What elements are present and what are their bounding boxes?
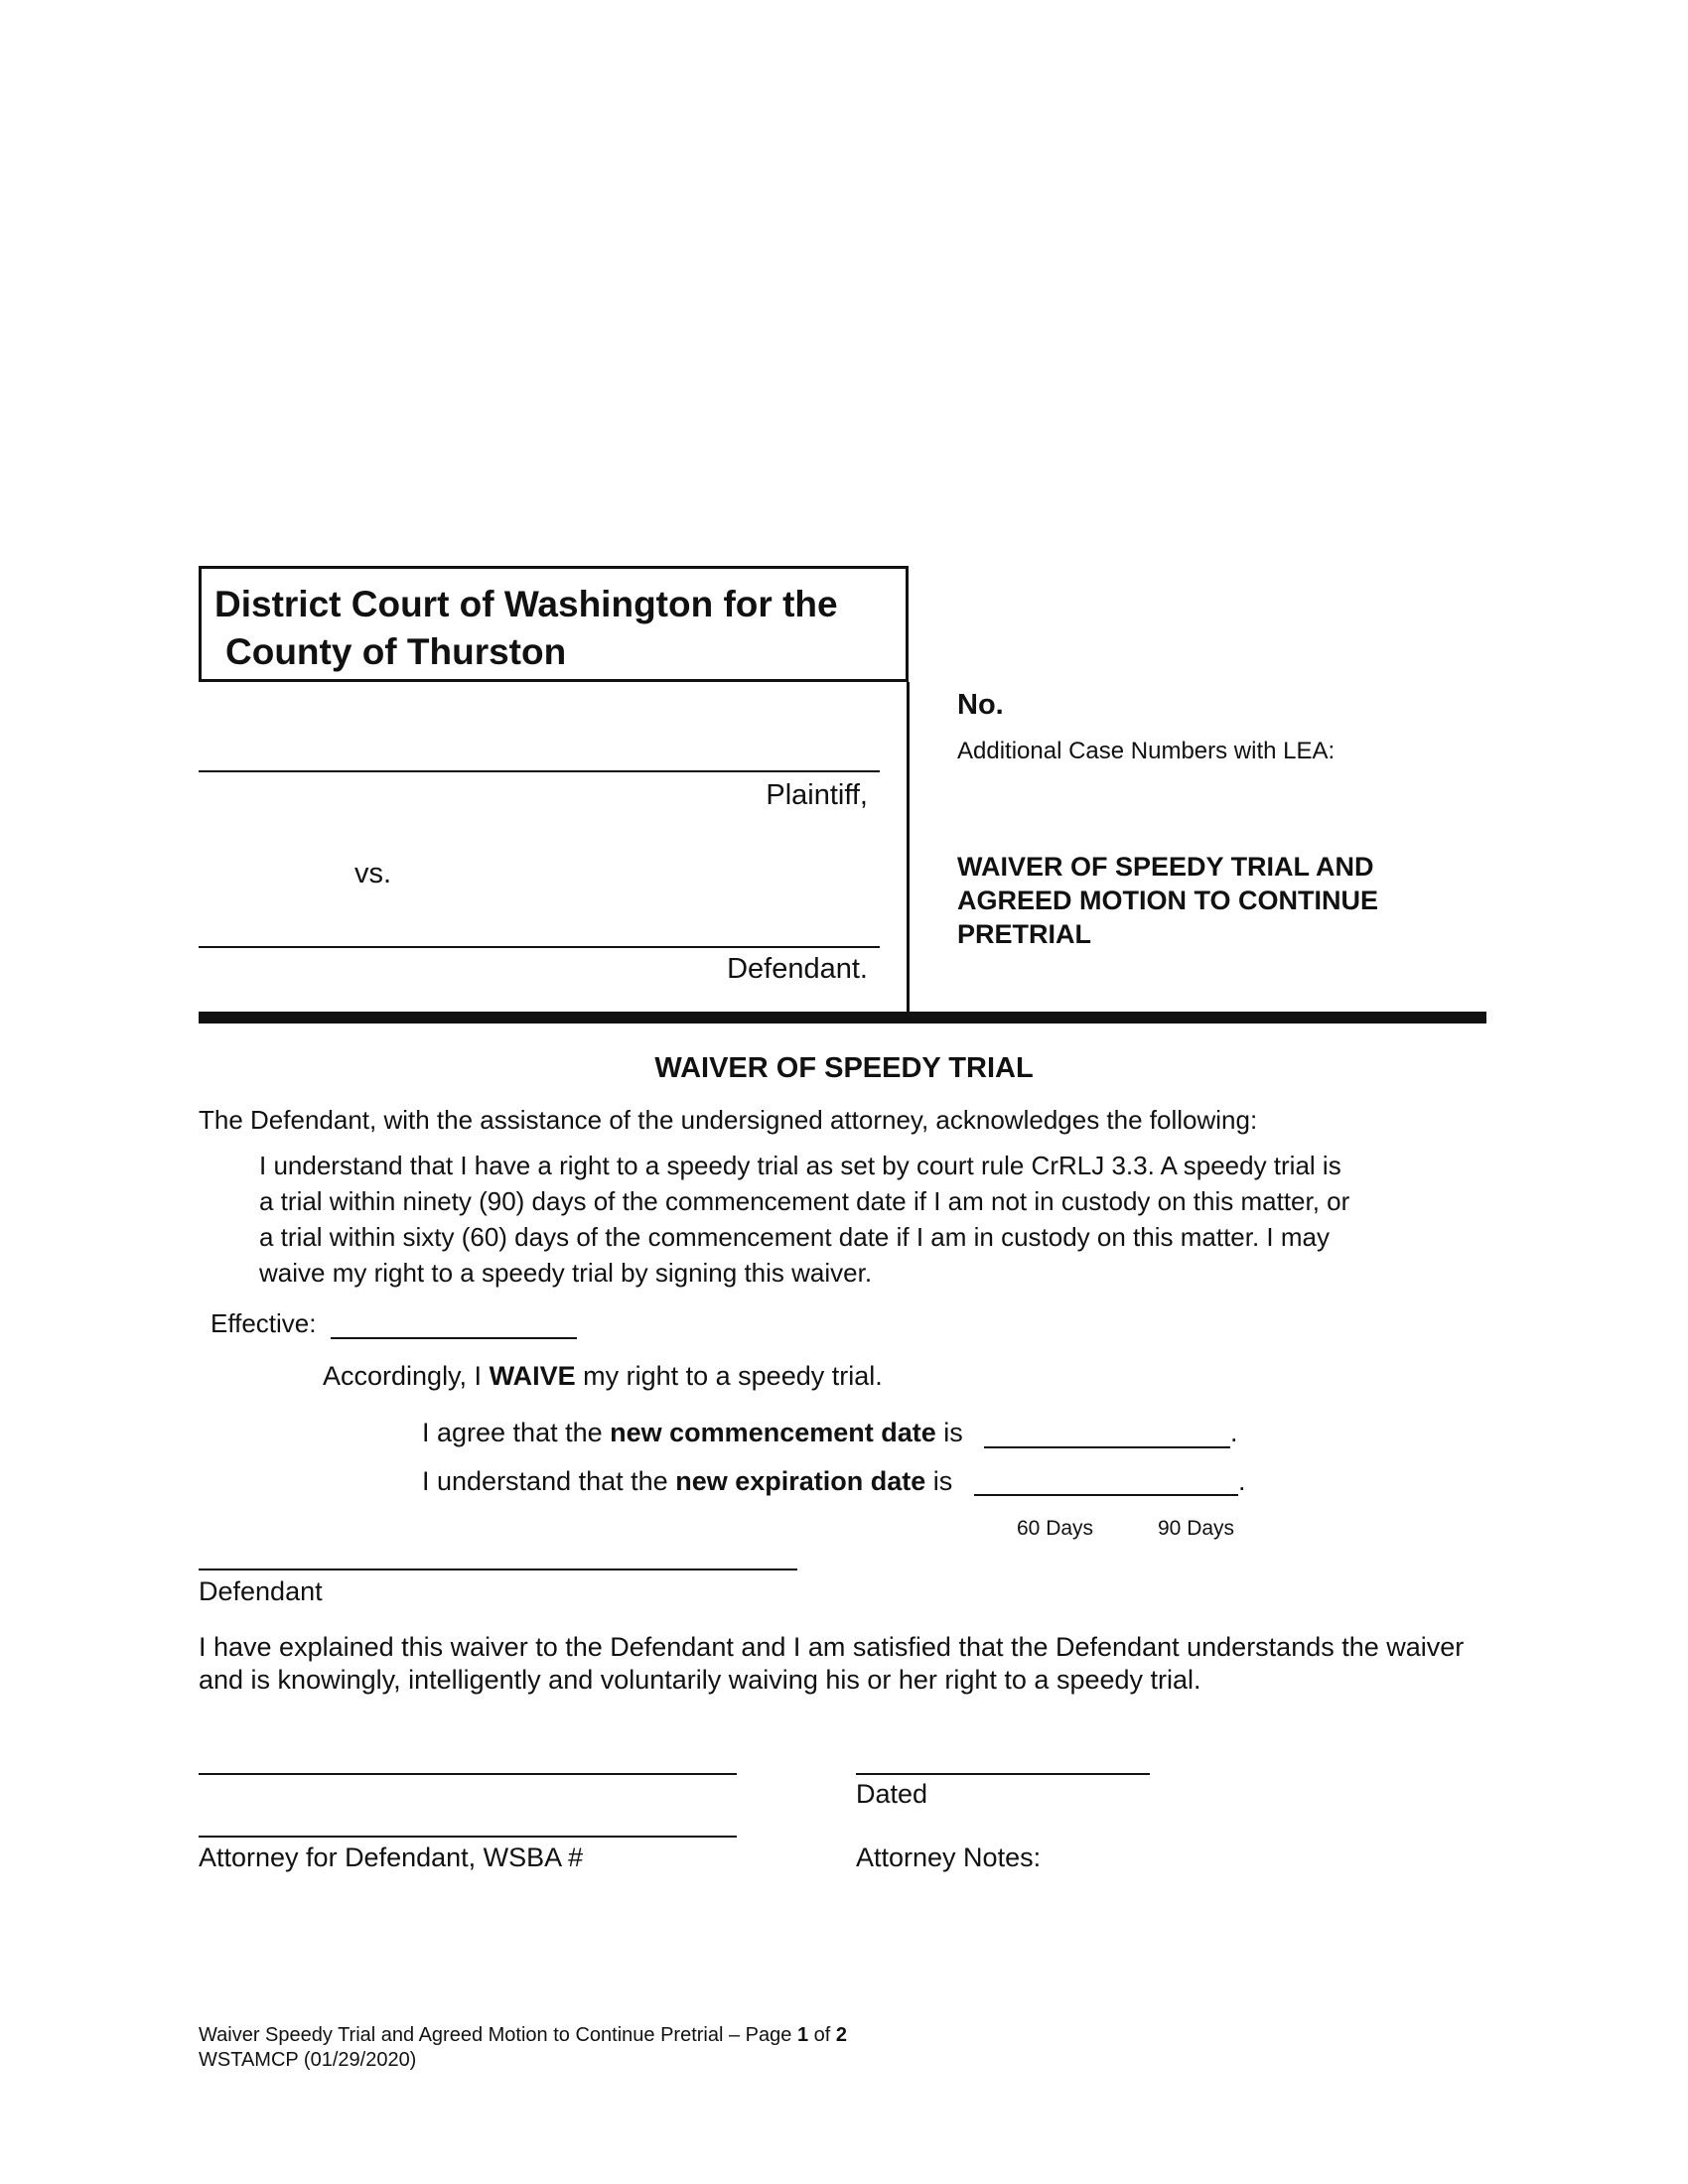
defendant-label: Defendant.	[727, 953, 868, 985]
expiration-period: .	[1238, 1466, 1246, 1496]
waive-statement	[323, 1361, 883, 1392]
effective-label: Effective:	[211, 1308, 317, 1338]
document-title-line3: PRETRIAL	[957, 919, 1091, 949]
attorney-statement-line1: I have explained this waiver to the Defendant and I am satisfied that the Defendant understands the waiver	[199, 1632, 1465, 1662]
footer-line1	[199, 2024, 847, 2047]
waiver-paragraph-line1: I understand that I have a right to a speedy trial as set by court rule CrRLJ 3.3. A speedy trial is	[259, 1151, 1341, 1180]
footer-title: Waiver Speedy Trial and Agreed Motion to Continue Pretrial – Page	[199, 2024, 792, 2046]
attorney-wsba-label: Attorney for Defendant, WSBA #	[199, 1843, 584, 1872]
court-name-line1: District Court of Washington for the	[214, 584, 838, 624]
effective-date-line[interactable]	[331, 1337, 577, 1339]
commencement-pre: I agree that the	[422, 1418, 603, 1447]
commencement-post: is	[943, 1418, 963, 1447]
footer-form-code: WSTAMCP (01/29/2020)	[199, 2049, 417, 2071]
attorney-name-line[interactable]	[199, 1836, 737, 1838]
attorney-signature-line[interactable]	[199, 1773, 737, 1775]
caption-bottom-rule	[199, 1012, 1486, 1024]
defendant-name-line[interactable]	[199, 946, 880, 948]
plaintiff-name-line[interactable]	[199, 770, 880, 772]
commencement-period: .	[1230, 1418, 1238, 1447]
waiver-paragraph-line2: a trial within ninety (90) days of the commencement date if I am not in custody on this matter, or	[259, 1186, 1350, 1216]
days-90-label: 90 Days	[1158, 1517, 1235, 1540]
waive-pre: Accordingly, I	[323, 1361, 483, 1391]
footer-page-current: 1	[796, 2024, 809, 2046]
dated-label: Dated	[856, 1779, 928, 1809]
document-title-line1: WAIVER OF SPEEDY TRIAL AND	[957, 852, 1374, 882]
commencement-bold: new commencement date	[610, 1418, 936, 1447]
defendant-signature-line[interactable]	[199, 1569, 797, 1570]
waive-post: my right to a speedy trial.	[583, 1361, 883, 1391]
commencement-date-line[interactable]	[984, 1446, 1230, 1448]
footer-of: of	[813, 2024, 831, 2046]
document-title-line2: AGREED MOTION TO CONTINUE	[957, 886, 1379, 915]
dated-line[interactable]	[856, 1773, 1150, 1775]
caption-vertical-divider	[907, 682, 910, 1015]
commencement-statement	[422, 1418, 963, 1448]
attorney-notes-label: Attorney Notes:	[856, 1843, 1042, 1872]
footer-page-total: 2	[835, 2024, 847, 2046]
expiration-bold: new expiration date	[675, 1466, 926, 1496]
expiration-post: is	[932, 1466, 953, 1496]
days-60-label: 60 Days	[1017, 1517, 1094, 1540]
plaintiff-label: Plaintiff,	[766, 779, 868, 811]
defendant-signature-label: Defendant	[199, 1576, 323, 1606]
waiver-intro: The Defendant, with the assistance of the undersigned attorney, acknowledges the following:	[199, 1105, 1258, 1135]
expiration-pre: I understand that the	[422, 1466, 668, 1496]
vs-label: vs.	[354, 858, 392, 889]
expiration-statement	[422, 1466, 952, 1497]
expiration-date-line[interactable]	[974, 1494, 1238, 1496]
waiver-paragraph-line4: waive my right to a speedy trial by signing this waiver.	[259, 1258, 873, 1288]
additional-case-numbers-label: Additional Case Numbers with LEA:	[957, 738, 1336, 764]
waive-bold: WAIVE	[489, 1361, 576, 1391]
case-number-label: No.	[957, 689, 1004, 721]
waiver-heading: WAIVER OF SPEEDY TRIAL	[654, 1052, 1034, 1084]
court-name-line2: County of Thurston	[225, 631, 567, 672]
attorney-statement-line2: and is knowingly, intelligently and voluntarily waiving his or her right to a speedy trial.	[199, 1665, 1201, 1695]
waiver-paragraph-line3: a trial within sixty (60) days of the commencement date if I am in custody on this matter. I may	[259, 1222, 1330, 1252]
